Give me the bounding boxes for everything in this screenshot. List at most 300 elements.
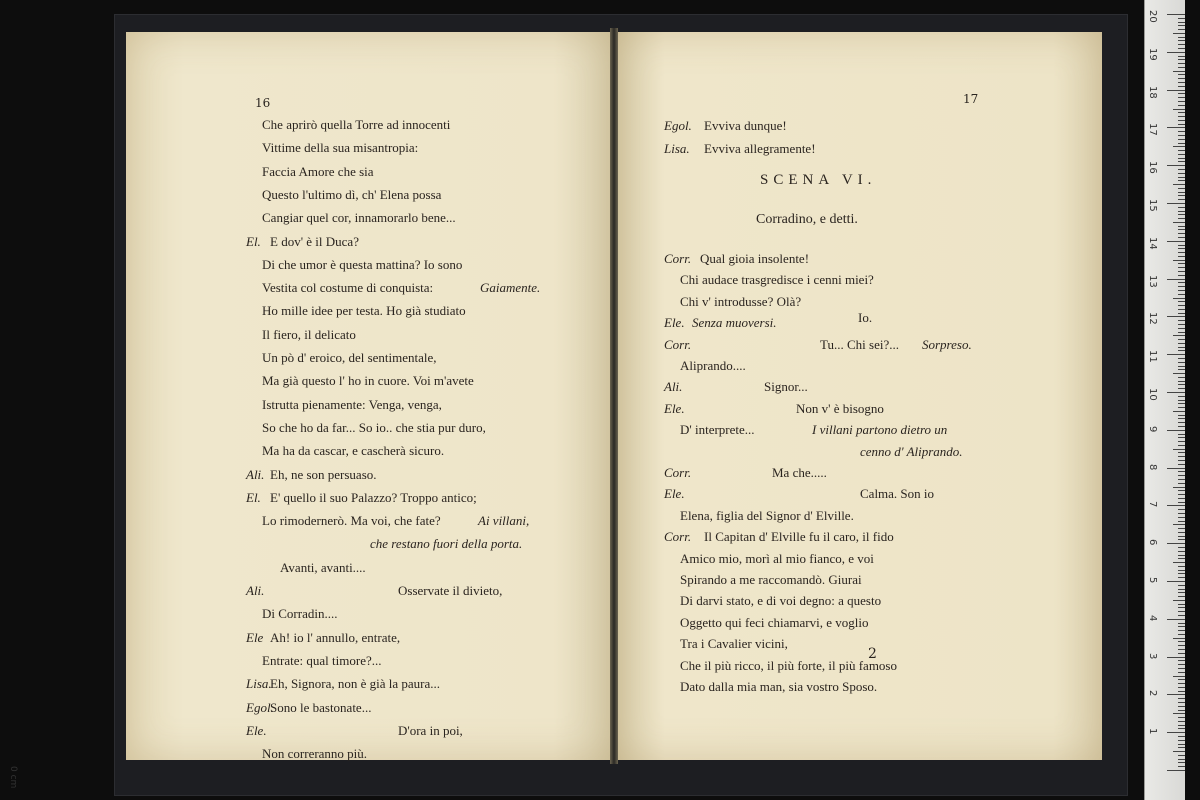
verse-line: Il Capitan d' Elville fu il caro, il fido (704, 529, 894, 545)
speaker-label: Egol. (246, 699, 274, 715)
ruler-tick (1167, 165, 1185, 166)
inline-io: Io. (858, 310, 873, 325)
ruler-tick (1178, 679, 1185, 680)
ruler-tick (1178, 607, 1185, 608)
stage-direction: Gaiamente. (480, 280, 541, 296)
verse-line: Tra i Cavalier vicini, (680, 636, 788, 652)
ruler-tick (1178, 547, 1185, 548)
ruler-tick (1167, 732, 1185, 733)
ruler-tick (1178, 381, 1185, 382)
verse-line: Elena, figlia del Signor d' Elville. (680, 507, 854, 523)
ruler-tick (1178, 434, 1185, 435)
ruler-tick (1178, 415, 1185, 416)
ruler-tick (1178, 502, 1185, 503)
ruler-number: 20 (1147, 10, 1158, 23)
ruler-tick (1178, 664, 1185, 665)
ruler-tick (1178, 112, 1185, 113)
ruler-tick (1178, 441, 1185, 442)
verse-line: Cangiar quel cor, innamorarlo bene... (262, 210, 456, 226)
ruler-tick (1178, 131, 1185, 132)
ruler-tick (1178, 532, 1185, 533)
speaker-label: Ali. (246, 466, 265, 482)
ruler-tick (1178, 82, 1185, 83)
ruler-tick (1178, 369, 1185, 370)
verse-line: D'ora in poi, (398, 722, 463, 738)
ruler-tick (1178, 275, 1185, 276)
ruler-tick (1178, 59, 1185, 60)
verse-line: Vittime della sua misantropia: (262, 140, 419, 156)
ruler-tick (1178, 725, 1185, 726)
ruler-number: 7 (1147, 501, 1158, 508)
ruler-tick (1178, 494, 1185, 495)
ruler-tick (1178, 452, 1185, 453)
ruler-tick (1178, 660, 1185, 661)
ruler-tick (1178, 263, 1185, 264)
ruler-tick (1178, 623, 1185, 624)
ruler-tick (1178, 407, 1185, 408)
ruler-tick (1178, 672, 1185, 673)
ruler-tick (1178, 604, 1185, 605)
ruler-number: 18 (1147, 85, 1158, 99)
verse-line: Istrutta pienamente: Venga, venga, (262, 396, 442, 412)
ruler-tick (1167, 127, 1185, 128)
ruler-tick (1173, 109, 1185, 110)
ruler-tick (1178, 418, 1185, 419)
ruler-tick (1167, 241, 1185, 242)
verse-line: Chi v' introdusse? Olà? (680, 293, 802, 309)
ruler-tick (1178, 377, 1185, 378)
verse-line: Lo rimodernerò. Ma voi, che fate? (262, 513, 441, 529)
ruler-tick (1178, 18, 1185, 19)
verse-line: Ma già questo l' ho in cuore. Voi m'avete (262, 373, 474, 389)
ruler-tick (1178, 653, 1185, 654)
ruler-number: 9 (1147, 425, 1158, 433)
ruler-tick (1178, 252, 1185, 253)
verse-line: Questo l'ultimo dì, ch' Elena possa (262, 186, 442, 202)
verse-line: Di che umor è questa mattina? Io sono (262, 256, 463, 272)
ruler-tick (1178, 558, 1185, 559)
ruler-tick (1178, 400, 1185, 401)
ruler-tick (1178, 706, 1185, 707)
ruler-tick (1178, 150, 1185, 151)
ruler-unit: 0 cm (8, 766, 18, 789)
right-page-number: 17 (963, 92, 979, 106)
ruler-tick (1178, 124, 1185, 125)
ruler-tick (1178, 192, 1185, 193)
ruler-tick (1178, 422, 1185, 423)
ruler-tick (1178, 339, 1185, 340)
ruler-tick (1178, 116, 1185, 117)
speaker-label: Corr. (664, 336, 692, 352)
ruler-number: 13 (1147, 274, 1158, 288)
scene-characters: Corradino, e detti. (756, 212, 858, 227)
ruler-tick (1178, 536, 1185, 537)
ruler-tick (1178, 309, 1185, 310)
verse-line: Non v' è bisogno (796, 400, 884, 416)
ruler-tick (1167, 581, 1185, 582)
verse-line: E dov' è il Duca? (270, 233, 359, 249)
ruler-tick (1178, 195, 1185, 196)
ruler-tick (1178, 551, 1185, 552)
signature-mark: 2 (868, 646, 877, 662)
speaker-label: Corr. (664, 529, 692, 545)
ruler-tick (1178, 332, 1185, 333)
ruler-tick (1173, 222, 1185, 223)
ruler-tick (1167, 657, 1185, 658)
ruler-tick (1173, 676, 1185, 677)
ruler-tick (1178, 589, 1185, 590)
verse-line: Chi audace trasgredisce i cenni miei? (680, 272, 874, 288)
ruler-tick (1178, 426, 1185, 427)
ruler-tick (1178, 347, 1185, 348)
stage-direction: Ai villani, (478, 513, 530, 529)
ruler-tick (1178, 736, 1185, 737)
ruler-tick (1167, 770, 1185, 771)
ruler-tick (1178, 305, 1185, 306)
ruler-tick (1178, 634, 1185, 635)
verse-line: Signor... (764, 379, 808, 395)
ruler-tick (1178, 161, 1185, 162)
speaker-label: Ali. (664, 379, 683, 395)
ruler-tick (1167, 279, 1185, 280)
ruler-tick (1173, 184, 1185, 185)
stage-direction: Senza muoversi. (692, 315, 777, 331)
ruler-tick (1173, 260, 1185, 261)
ruler-tick (1178, 460, 1185, 461)
verse-line: Un pò d' eroico, del sentimentale, (262, 350, 437, 365)
ruler-tick (1178, 615, 1185, 616)
ruler-tick (1178, 173, 1185, 174)
ruler-number: 5 (1147, 577, 1158, 584)
verse-line: So che ho da far... So io.. che stia pur duro, (262, 419, 486, 435)
ruler-tick (1173, 562, 1185, 563)
ruler-tick (1178, 67, 1185, 68)
speaker-label: El. (246, 233, 261, 249)
verse-line: Qual gioia insolente! (700, 251, 810, 266)
verse-line: Non correranno più. (262, 746, 368, 762)
ruler-tick (1167, 90, 1185, 91)
ruler-tick (1167, 468, 1185, 469)
ruler-number: 2 (1147, 690, 1158, 697)
ruler-tick (1178, 218, 1185, 219)
ruler-tick (1178, 630, 1185, 631)
verse-line: Ho mille idee per testa. Ho già studiato (262, 303, 466, 319)
ruler-tick (1178, 324, 1185, 325)
verse-line: Ah! io l' annullo, entrate, (270, 629, 401, 645)
ruler-tick (1178, 86, 1185, 87)
ruler-tick (1178, 328, 1185, 329)
ruler-tick (1173, 713, 1185, 714)
ruler-tick (1178, 139, 1185, 140)
ruler-tick (1167, 52, 1185, 53)
ruler-tick (1178, 301, 1185, 302)
ruler-tick (1178, 570, 1185, 571)
left-page-number: 16 (255, 96, 271, 110)
ruler-tick (1178, 528, 1185, 529)
ruler-tick (1178, 158, 1185, 159)
speaker-label: Ele (246, 629, 264, 645)
ruler-tick (1178, 56, 1185, 57)
verse-line: Che il più ricco, il più forte, il più famoso (680, 657, 897, 673)
ruler-tick (1178, 490, 1185, 491)
ruler-tick (1178, 188, 1185, 189)
ruler-number: 16 (1147, 161, 1158, 174)
ruler-tick (1167, 543, 1185, 544)
ruler-tick (1167, 354, 1185, 355)
ruler-tick (1178, 320, 1185, 321)
speaker-label: Egol. (664, 118, 692, 133)
ruler-number: 10 (1147, 388, 1158, 401)
ruler-tick (1173, 449, 1185, 450)
ruler-tick (1178, 483, 1185, 484)
ruler-tick (1178, 143, 1185, 144)
verse-line: Eh, ne son persuaso. (270, 466, 377, 482)
ruler-tick (1178, 229, 1185, 230)
ruler-tick (1178, 766, 1185, 767)
ruler-tick (1178, 759, 1185, 760)
ruler-number: 19 (1147, 47, 1158, 61)
speaker-label: Lisa. (246, 676, 272, 692)
ruler-tick (1178, 211, 1185, 212)
ruler-tick (1178, 403, 1185, 404)
speaker-label: Ali. (246, 583, 265, 598)
verse-line: Aliprando.... (680, 358, 746, 373)
ruler-tick (1178, 687, 1185, 688)
ruler-tick (1178, 233, 1185, 234)
speaker-label: Lisa. (664, 141, 690, 156)
ruler-tick (1167, 14, 1185, 15)
ruler-tick (1178, 641, 1185, 642)
ruler-tick (1178, 626, 1185, 627)
ruler-tick (1178, 592, 1185, 593)
ruler-tick (1178, 180, 1185, 181)
speaker-label: Ele. (246, 722, 267, 738)
ruler-tick (1178, 93, 1185, 94)
ruler-tick (1178, 37, 1185, 38)
ruler-tick (1178, 177, 1185, 178)
ruler-tick (1178, 445, 1185, 446)
scene-heading: SCENA VI. (760, 172, 877, 188)
ruler-tick (1173, 71, 1185, 72)
ruler-tick (1178, 22, 1185, 23)
ruler-tick (1178, 101, 1185, 102)
ruler-tick (1178, 44, 1185, 45)
ruler-tick (1178, 105, 1185, 106)
ruler-number: 1 (1147, 728, 1158, 735)
ruler-tick (1178, 29, 1185, 30)
ruler-tick (1178, 154, 1185, 155)
ruler-tick (1178, 207, 1185, 208)
verse-line: Il fiero, il delicato (262, 326, 356, 342)
ruler-tick (1178, 649, 1185, 650)
ruler-tick (1173, 487, 1185, 488)
ruler-tick (1178, 135, 1185, 136)
ruler-tick (1178, 475, 1185, 476)
ruler-tick (1178, 517, 1185, 518)
ruler-tick (1178, 702, 1185, 703)
ruler-tick (1178, 456, 1185, 457)
ruler-tick (1178, 585, 1185, 586)
speaker-label: Corr. (664, 251, 692, 266)
ruler-tick (1178, 350, 1185, 351)
ruler-tick (1178, 698, 1185, 699)
speaker-label: El. (246, 489, 261, 505)
ruler-tick (1178, 25, 1185, 26)
ruler-tick (1173, 335, 1185, 336)
ruler-tick (1167, 505, 1185, 506)
verse-line: Ma che..... (772, 465, 827, 480)
ruler-number: 15 (1147, 199, 1158, 212)
verse-line: Sono le bastonate... (270, 699, 372, 715)
ruler-tick (1173, 638, 1185, 639)
ruler-tick (1178, 740, 1185, 741)
ruler-tick (1178, 343, 1185, 344)
ruler-tick (1178, 710, 1185, 711)
verse-line: Entrate: qual timore?... (262, 652, 382, 668)
stage-direction: Sorpreso. (922, 336, 972, 352)
ruler-tick (1178, 596, 1185, 597)
ruler-number: 3 (1147, 652, 1158, 659)
ruler-tick (1178, 248, 1185, 249)
verse-line: Avanti, avanti.... (280, 559, 366, 575)
ruler-tick (1178, 498, 1185, 499)
ruler-tick (1178, 199, 1185, 200)
ruler-tick (1173, 146, 1185, 147)
ruler-tick (1178, 611, 1185, 612)
ruler-tick (1167, 203, 1185, 204)
ruler-tick (1173, 751, 1185, 752)
verse-line: Vestita col costume di conquista: (262, 280, 434, 296)
speaker-label: Ele. (664, 486, 685, 502)
ruler-tick (1178, 169, 1185, 170)
ruler-tick (1178, 755, 1185, 756)
ruler-tick (1178, 290, 1185, 291)
verse-line: Che aprirò quella Torre ad innocenti (262, 117, 451, 132)
ruler-number: 4 (1147, 614, 1158, 622)
ruler-tick (1178, 366, 1185, 367)
ruler-tick (1178, 48, 1185, 49)
ruler-tick (1178, 388, 1185, 389)
ruler-tick (1178, 286, 1185, 287)
verse-line: Evviva allegramente! (704, 141, 816, 156)
ruler-tick (1178, 471, 1185, 472)
verse-line: Faccia Amore che sia (262, 163, 374, 179)
verse-line: Osservate il divieto, (398, 583, 503, 598)
ruler-tick (1178, 744, 1185, 745)
ruler-tick (1178, 691, 1185, 692)
ruler-tick (1178, 282, 1185, 283)
ruler-tick (1178, 358, 1185, 359)
ruler-tick (1173, 524, 1185, 525)
ruler-tick (1178, 78, 1185, 79)
verse-line: D' interprete... (680, 422, 755, 438)
speaker-label: Ele. (664, 315, 685, 331)
ruler-tick (1178, 237, 1185, 238)
verse-line: Dato dalla mia man, sia vostro Sposo. (680, 679, 878, 694)
ruler-tick (1178, 256, 1185, 257)
ruler-tick (1167, 316, 1185, 317)
ruler-tick (1178, 120, 1185, 121)
ruler-tick (1167, 694, 1185, 695)
book-gutter (610, 28, 618, 764)
ruler-tick (1178, 214, 1185, 215)
ruler-number: 12 (1147, 312, 1158, 326)
ruler-tick (1167, 392, 1185, 393)
stage-direction: cenno d' Aliprando. (860, 443, 963, 459)
ruler-tick (1178, 566, 1185, 567)
ruler-tick (1178, 683, 1185, 684)
ruler-number: 11 (1147, 350, 1158, 363)
ruler-tick (1178, 97, 1185, 98)
ruler-tick (1173, 298, 1185, 299)
verse-line: E' quello il suo Palazzo? Troppo antico; (270, 489, 477, 505)
verse-line: Di darvi stato, e di voi degno: a questo (680, 593, 882, 609)
ruler-tick (1178, 479, 1185, 480)
ruler-number: 8 (1147, 463, 1158, 470)
ruler-tick (1178, 40, 1185, 41)
verse-line: Calma. Son io (860, 486, 935, 502)
speaker-label: Ele. (664, 400, 685, 416)
speaker-label: Corr. (664, 465, 692, 480)
ruler-number: 6 (1147, 539, 1158, 546)
stage-direction: che restano fuori della porta. (370, 536, 523, 552)
ruler-tick (1173, 373, 1185, 374)
ruler-tick (1178, 577, 1185, 578)
ruler-number: 14 (1147, 236, 1158, 250)
ruler-tick (1167, 619, 1185, 620)
ruler-tick (1178, 294, 1185, 295)
ruler-tick (1178, 668, 1185, 669)
ruler-number: 17 (1147, 123, 1158, 137)
verse-line: Eh, Signora, non è già la paura... (270, 676, 441, 692)
ruler-tick (1178, 362, 1185, 363)
ruler-tick (1178, 645, 1185, 646)
ruler-tick (1178, 226, 1185, 227)
ruler-tick (1173, 33, 1185, 34)
ruler-tick (1167, 430, 1185, 431)
ruler-tick (1178, 267, 1185, 268)
ruler-tick (1178, 271, 1185, 272)
verse-line: Di Corradin.... (262, 606, 338, 622)
ruler-tick (1178, 63, 1185, 64)
ruler-tick (1178, 396, 1185, 397)
ruler-tick (1178, 762, 1185, 763)
ruler-tick (1173, 600, 1185, 601)
ruler-tick (1178, 717, 1185, 718)
verse-line: Tu... Chi sei?... (820, 336, 899, 352)
ruler-tick (1178, 313, 1185, 314)
ruler-tick (1178, 721, 1185, 722)
verse-line: Amico mio, morì al mio fianco, e voi (680, 550, 874, 566)
ruler-tick (1178, 539, 1185, 540)
ruler-tick (1178, 747, 1185, 748)
ruler-tick (1178, 464, 1185, 465)
ruler-tick (1178, 573, 1185, 574)
ruler-tick (1178, 384, 1185, 385)
verse-line: Evviva dunque! (704, 118, 787, 133)
ruler-tick (1178, 437, 1185, 438)
verse-line: Ma ha da cascar, e cascherà sicuro. (262, 443, 445, 459)
ruler-tick (1178, 74, 1185, 75)
verse-line: Spirando a me raccomandò. Giurai (680, 572, 862, 587)
verse-line: Oggetto qui feci chiamarvi, e voglio (680, 614, 869, 630)
ruler-tick (1178, 728, 1185, 729)
ruler-tick (1178, 509, 1185, 510)
ruler-tick (1178, 245, 1185, 246)
ruler-tick (1173, 411, 1185, 412)
ruler-tick (1178, 521, 1185, 522)
ruler-tick (1178, 513, 1185, 514)
